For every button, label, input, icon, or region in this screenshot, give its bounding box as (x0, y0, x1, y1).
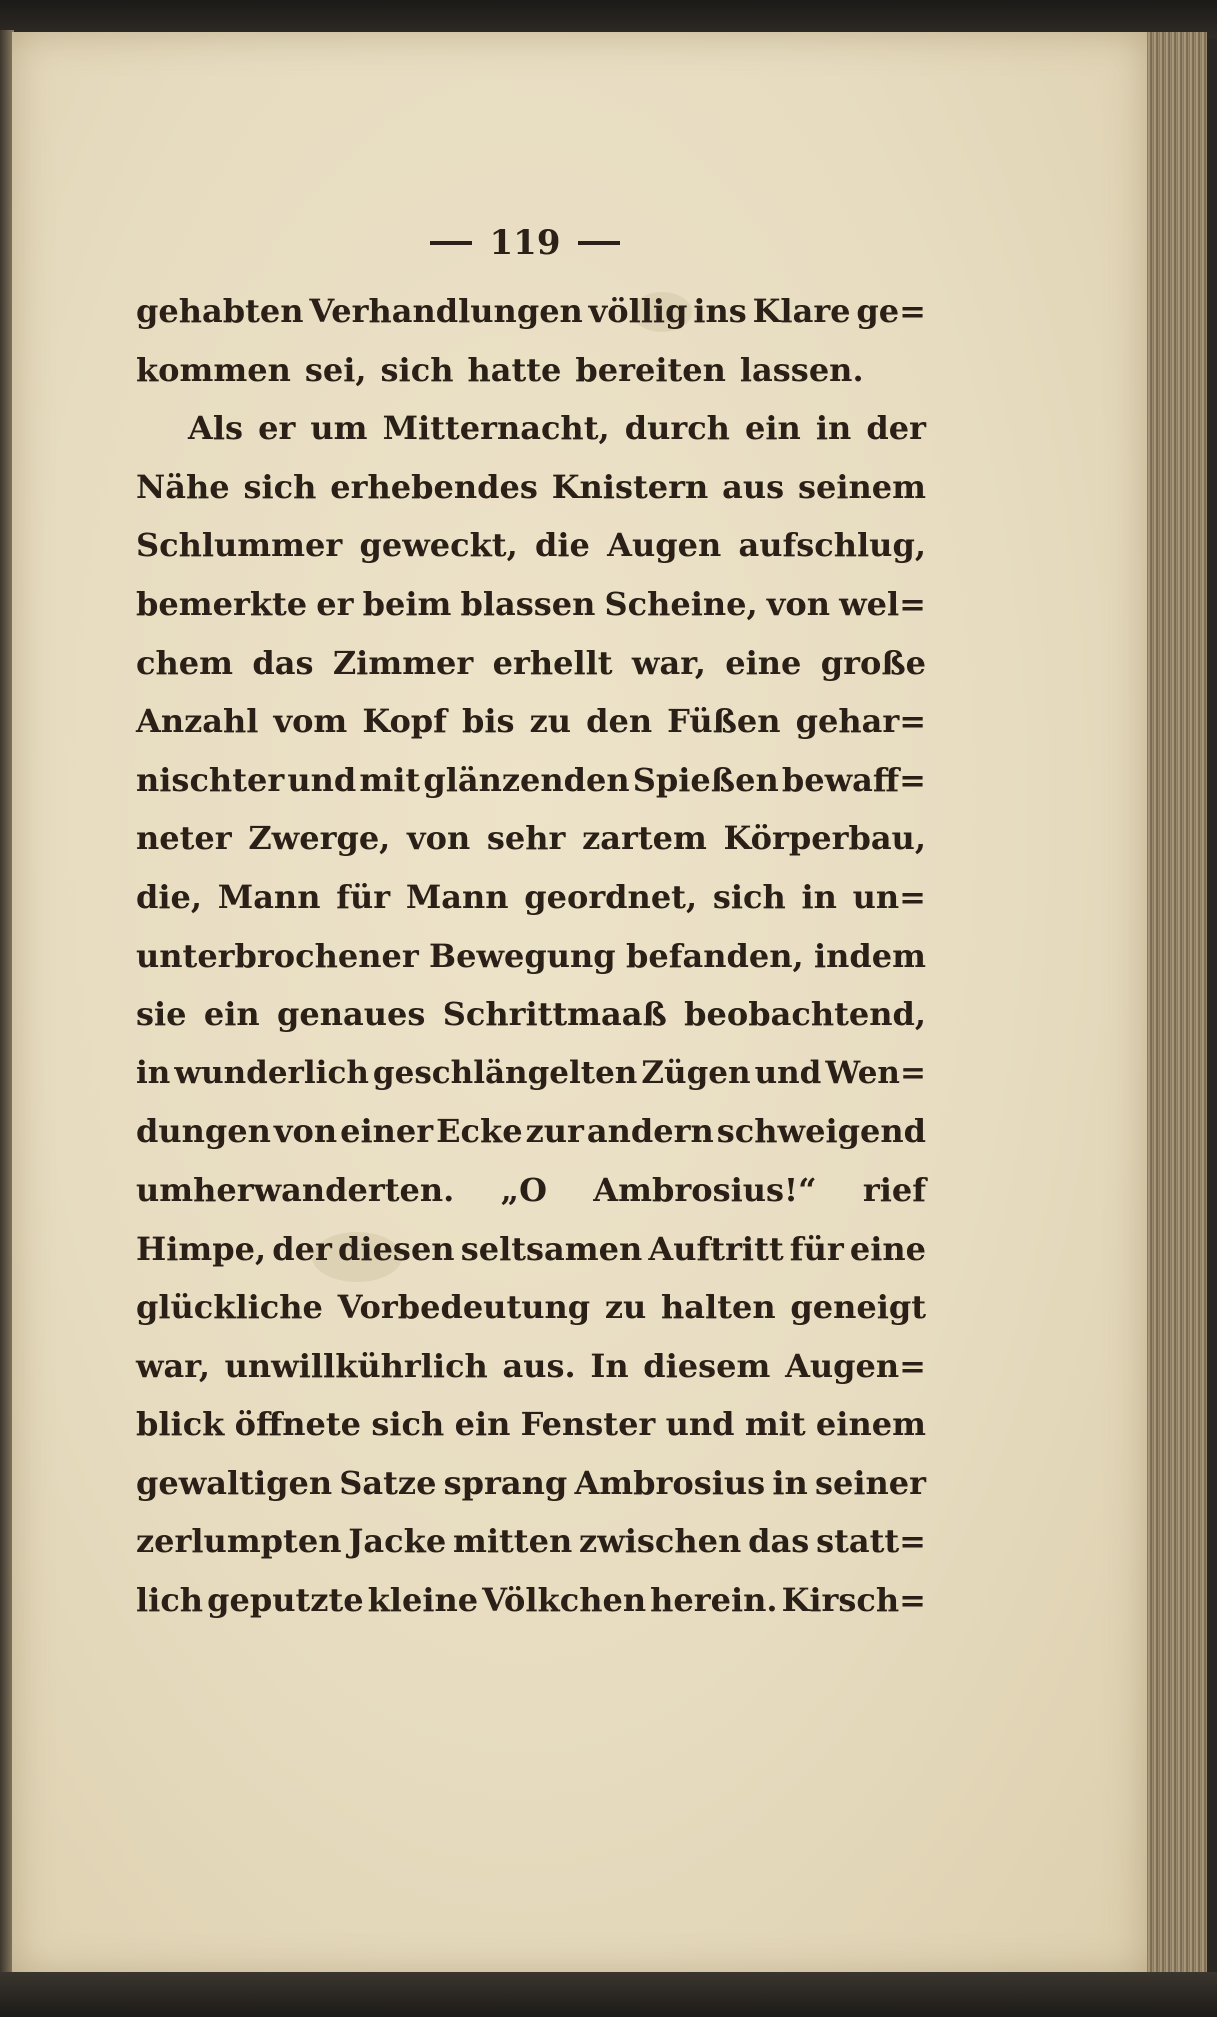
page-header (400, 218, 650, 268)
text-line: nischter und mit glänzenden Spießen bewaff= (136, 760, 926, 799)
text-line: Als er um Mitternacht, durch ein in der (188, 409, 926, 448)
text-line: lich geputzte kleine Völkchen herein. Kirsch= (136, 1581, 926, 1620)
body-text (136, 282, 926, 1630)
text-line: war, unwillkührlich aus. In diesem Augen= (136, 1346, 926, 1385)
text-line: unterbrochener Bewegung befanden, indem (136, 936, 926, 975)
book-cover-bottom (0, 1972, 1217, 2017)
text-line: gehabten Verhandlungen völlig ins Klare ge= (136, 292, 926, 330)
page-number: 119 (489, 223, 561, 263)
text-line: umherwanderten. „O Ambrosius!“ rief (136, 1170, 926, 1209)
text-line: Anzahl vom Kopf bis zu den Füßen gehar= (136, 702, 926, 741)
text-line: die, Mann für Mann geordnet, sich in un= (136, 877, 926, 916)
text-line: bemerkte er beim blassen Scheine, von wel= (136, 584, 926, 623)
text-line: neter Zwerge, von sehr zartem Körperbau, (136, 819, 926, 858)
text-line: blick öffnete sich ein Fenster und mit einem (136, 1405, 926, 1444)
text-line: Schlummer geweckt, die Augen aufschlug, (136, 526, 926, 565)
header-dash-right (578, 241, 620, 245)
text-line: gewaltigen Satze sprang Ambrosius in seiner (136, 1463, 926, 1502)
header-dash-left (430, 241, 472, 245)
text-line: in wunderlich geschlängelten Zügen und Wen= (136, 1054, 926, 1091)
page-edges (1147, 32, 1207, 1977)
text-line: glückliche Vorbedeutung zu halten geneigt (136, 1288, 926, 1327)
text-line: sie ein genaues Schrittmaaß beobachtend, (136, 995, 926, 1034)
text-line: dungen von einer Ecke zur andern schweigend (136, 1112, 926, 1151)
text-line: zerlumpten Jacke mitten zwischen das statt= (136, 1522, 926, 1561)
text-line: chem das Zimmer erhellt war, eine große (136, 643, 926, 682)
text-line: Himpe, der diesen seltsamen Auftritt für eine (136, 1229, 926, 1268)
text-line: Nähe sich erhebendes Knistern aus seinem (136, 467, 926, 506)
text-line: kommen sei, sich hatte bereiten lassen. (136, 350, 864, 389)
